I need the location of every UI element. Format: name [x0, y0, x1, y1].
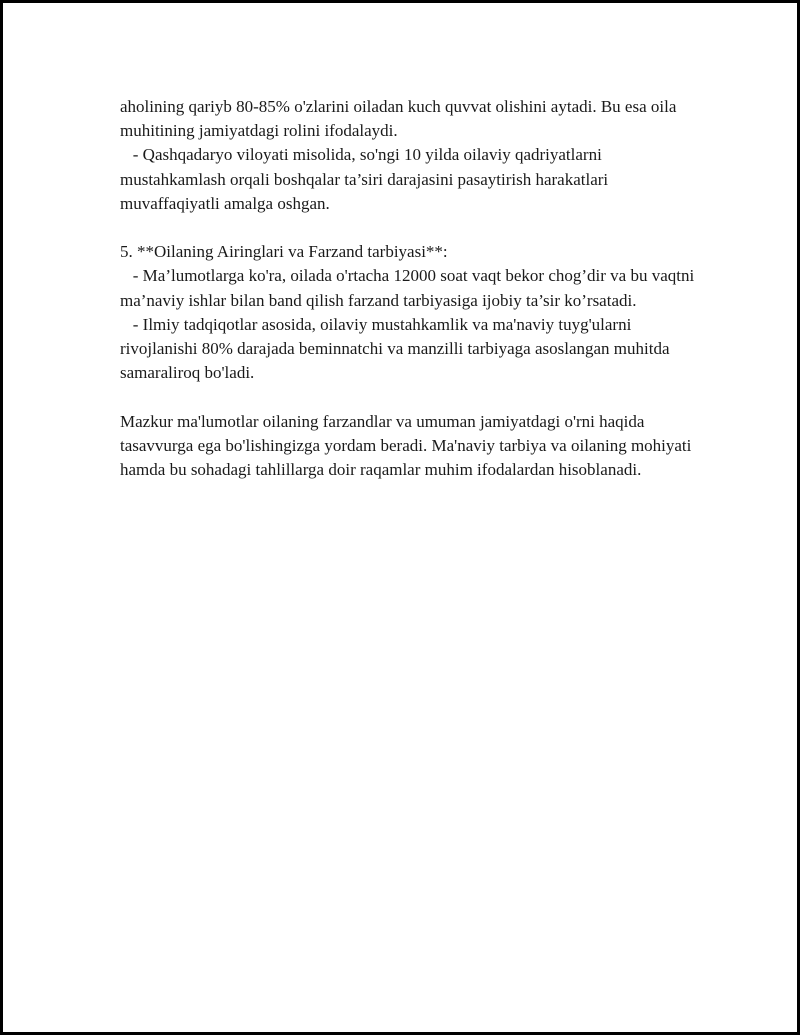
document-body	[120, 95, 705, 482]
paragraph-research: - Ilmiy tadqiqotlar asosida, oilaviy mustahkamlik va ma'naviy tuyg'ularni rivojlanishi 80% darajada beminnatchi va manzilli tarbiyaga asoslangan muhitda samaraliroq bo'ladi.	[120, 314, 674, 383]
paragraph-idle-time: - Ma’lumotlarga ko'ra, oilada o'rtacha 12000 soat vaqt bekor chog’dir va bu vaqtni ma’naviy ishlar bilan band qilish farzand tarbiyasiga ijobiy ta’sir ko’rsatadi.	[120, 266, 699, 310]
paragraph-family-strength: aholining qariyb 80-85% o'zlarini oiladan kuch quvvat olishini aytadi. Bu esa oila muhitining jamiyatdagi rolini ifodalaydi.	[120, 97, 681, 141]
paragraph-spacer	[120, 385, 705, 409]
paragraph-qashqadaryo-example: - Qashqadaryo viloyati misolida, so'ngi 10 yilda oilaviy qadriyatlarni mustahkamlash orqali boshqalar ta’siri darajasini pasaytirish harakatlari muvaffaqiyatli amalga oshgan.	[120, 145, 613, 213]
section-heading-5: 5. **Oilaning Airinglari va Farzand tarbiyasi**:	[120, 242, 448, 262]
paragraph-spacer	[120, 216, 705, 240]
paragraph-conclusion: Mazkur ma'lumotlar oilaning farzandlar va umuman jamiyatdagi o'rni haqida tasavvurga ega bo'lishingizga yordam beradi. Ma'naviy tarbiya va oilaning mohiyati hamda bu sohadagi tahlillarga doir raqamlar muhim ifodalardan hisoblanadi.	[120, 411, 696, 480]
